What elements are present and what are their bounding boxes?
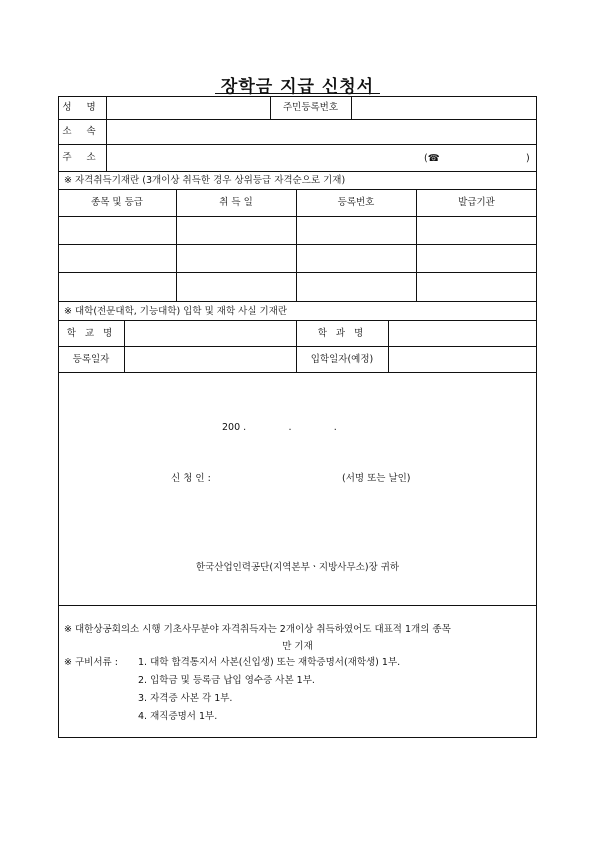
phone-open: (☎	[424, 153, 440, 164]
row-divider	[58, 216, 537, 217]
document-item: 2. 입학금 및 등록금 납입 영수증 사본 1부.	[138, 675, 315, 686]
row-divider	[58, 320, 537, 321]
cert-header-regno: 등록번호	[337, 197, 375, 208]
row-divider	[58, 244, 537, 245]
cert-header-issuer: 발급기관	[458, 197, 495, 208]
row-divider	[58, 346, 537, 347]
col-divider	[106, 96, 107, 171]
date-line: 200 . . .	[222, 422, 337, 433]
certificate-note: ※ 자격취득기재란 (3개이상 취득한 경우 상위등급 자격순으로 기재)	[64, 175, 346, 186]
document-item: 4. 재직증명서 1부.	[138, 711, 218, 722]
title-underline	[215, 93, 380, 94]
form-title: 장학금 지급 신청서	[220, 77, 375, 97]
applicant-label: 신 청 인 :	[171, 473, 211, 484]
col-divider	[351, 96, 352, 119]
entry-date-label: 입학일자(예정)	[310, 354, 374, 365]
row-divider	[58, 144, 537, 145]
documents-prefix: ※ 구비서류 :	[64, 657, 118, 668]
registration-date-label: 등록일자	[72, 354, 110, 365]
note-abbreviation-line1: ※ 대한상공회의소 시행 기초사무분야 자격취득자는 2개이상 취득하였어도 대표적 1개의 종목	[64, 624, 451, 635]
department-label: 학 과 명	[317, 328, 367, 339]
university-note: ※ 대학(전문대학, 기능대학) 입학 및 재학 사실 기재란	[64, 306, 288, 317]
col-divider	[124, 320, 125, 372]
cert-header-item: 종목 및 등급	[91, 197, 143, 208]
affiliation-label: 소 속	[62, 126, 102, 137]
phone-close: )	[526, 153, 530, 164]
cert-header-date: 취 득 일	[219, 197, 253, 208]
resident-number-label: 주민등록번호	[282, 102, 339, 113]
signature-label: (서명 또는 날인)	[342, 473, 411, 484]
row-divider	[58, 301, 537, 302]
school-name-label: 학 교 명	[66, 328, 116, 339]
document-item: 3. 자격증 사본 각 1부.	[138, 693, 233, 704]
address-label: 주 소	[62, 152, 102, 163]
row-divider	[58, 189, 537, 190]
row-divider	[58, 171, 537, 172]
name-label: 성 명	[62, 102, 102, 113]
note-abbreviation-line2: 만 기재	[282, 641, 313, 652]
row-divider	[58, 605, 537, 606]
col-divider	[388, 320, 389, 372]
document-item: 1. 대학 합격통지서 사본(신입생) 또는 재학증명서(재학생) 1부.	[138, 657, 401, 668]
row-divider	[58, 372, 537, 373]
row-divider	[58, 119, 537, 120]
row-divider	[58, 272, 537, 273]
addressee: 한국산업인력공단(지역본부ㆍ지방사무소)장 귀하	[195, 562, 400, 573]
